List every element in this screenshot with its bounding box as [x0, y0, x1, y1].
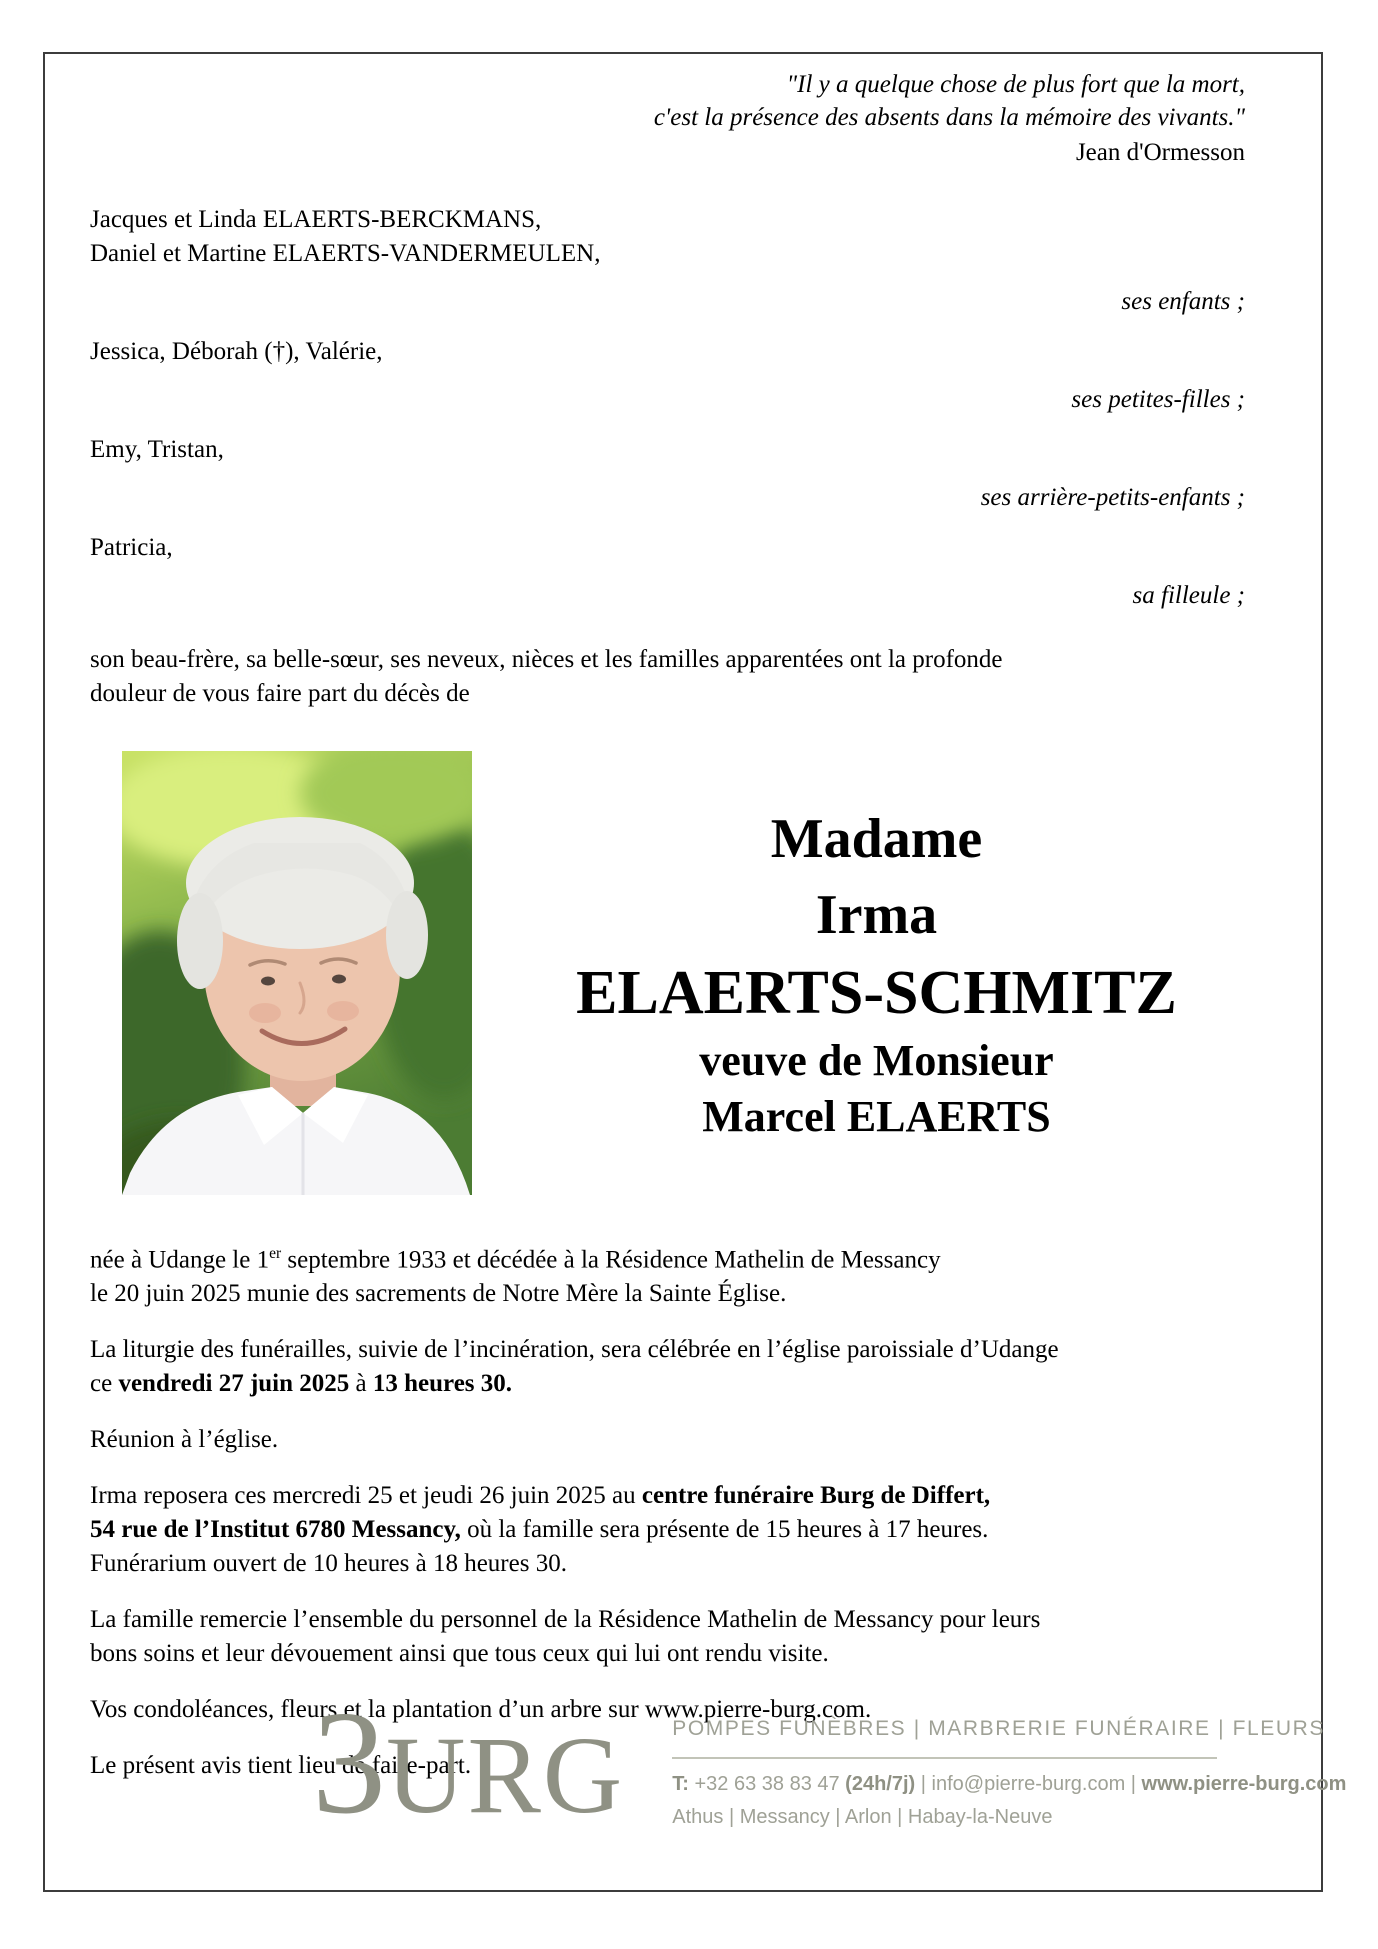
- thanks-paragraph: [90, 1603, 1281, 1671]
- deceased-first-name: Irma: [815, 884, 938, 946]
- quote-attribution: Jean d'Ormesson: [1075, 139, 1245, 166]
- burg-logo-mark: 3: [312, 1681, 386, 1845]
- funeral-home-name: centre funéraire Burg de Differt,: [641, 1482, 991, 1510]
- liturgy-paragraph: [90, 1333, 1281, 1401]
- widow-of-line-2: Marcel ELAERTS: [702, 1092, 1051, 1141]
- condolences-paragraph: Vos condoléances, fleurs et la plantation d’un arbre sur www.pierre-burg.com.: [90, 1696, 872, 1724]
- repose-line-2: 54 rue de l’Institut 6780 Messancy, où la famille sera présente de 15 heures à 17 heures.: [90, 1516, 989, 1544]
- footer-divider: [672, 1757, 1217, 1759]
- granddaughters-relation-label: ses petites-filles ;: [1071, 386, 1245, 413]
- quote-line-1: "Il y a quelque chose de plus fort que la mort,: [786, 71, 1245, 98]
- children-relation-label: ses enfants ;: [1121, 288, 1245, 315]
- repose-line-3: Funérarium ouvert de 10 heures à 18 heures 30.: [90, 1550, 567, 1578]
- goddaughter-relation-label: sa filleule ;: [1132, 582, 1245, 609]
- footer-contact-line: T: +32 63 38 83 47 (24h/7j) | info@pierre-burg.com | www.pierre-burg.com: [672, 1773, 1347, 1795]
- footer-locations-line: Athus | Messancy | Arlon | Habay-la-Neuve: [672, 1806, 1053, 1828]
- thanks-line-2: bons soins et leur dévouement ainsi que tous ceux qui lui ont rendu visite.: [90, 1640, 829, 1668]
- burg-logo: [312, 1681, 625, 1845]
- great-grandchildren-relation-label: ses arrière-petits-enfants ;: [980, 484, 1245, 511]
- quote-line-2: c'est la présence des absents dans la mémoire des vivants.": [653, 104, 1245, 131]
- funeral-date: vendredi 27 juin 2025: [118, 1370, 350, 1398]
- epigraph-quote: [90, 68, 1245, 169]
- birth-death-paragraph: [90, 1237, 1281, 1311]
- goddaughter-name: Patricia,: [90, 534, 173, 561]
- footer-contact-block: [672, 1717, 1347, 1829]
- children-names-line-2: Daniel et Martine ELAERTS-VANDERMEULEN,: [90, 240, 601, 267]
- liturgy-line-1: La liturgie des funérailles, suivie de l’incinération, sera célébrée en l’église paroissiale d’Udange: [90, 1336, 1059, 1364]
- hours-badge: (24h/7j): [845, 1773, 916, 1795]
- ordinal-superscript: er: [269, 1245, 282, 1262]
- announcement-line-2: douleur de vous faire part du décès de: [90, 680, 470, 707]
- announcement-paragraph: [90, 643, 1281, 711]
- burg-logo-text: URG: [386, 1714, 625, 1836]
- birth-death-line-2: le 20 juin 2025 munie des sacrements de Notre Mère la Sainte Église.: [90, 1280, 787, 1308]
- birth-death-line-1: née à Udange le 1er septembre 1933 et décédée à la Résidence Mathelin de Messancy: [90, 1245, 941, 1274]
- footer-email: info@pierre-burg.com: [931, 1773, 1126, 1795]
- repose-line-1: Irma reposera ces mercredi 25 et jeudi 26 juin 2025 au centre funéraire Burg de Differt,: [90, 1482, 991, 1510]
- border-frame: [43, 52, 1347, 1892]
- granddaughters-names: Jessica, Déborah (†), Valérie,: [90, 338, 383, 365]
- deceased-name-block: [472, 751, 1281, 1195]
- great-grandchildren-names: Emy, Tristan,: [90, 436, 224, 463]
- liturgy-line-2: ce vendredi 27 juin 2025 à 13 heures 30.: [90, 1370, 513, 1398]
- footer-website: www.pierre-burg.com: [1141, 1773, 1347, 1795]
- funeral-home-address: 54 rue de l’Institut 6780 Messancy,: [90, 1516, 461, 1544]
- meeting-paragraph: Réunion à l’église.: [90, 1426, 279, 1454]
- deceased-photo: [122, 751, 472, 1195]
- photo-and-name-section: [90, 751, 1281, 1195]
- deceased-last-name: ELAERTS-SCHMITZ: [576, 959, 1177, 1027]
- thanks-line-1: La famille remercie l’ensemble du personnel de la Résidence Mathelin de Messancy pour leurs: [90, 1606, 1041, 1634]
- legal-notice-paragraph: Le présent avis tient lieu de faire-part.: [90, 1752, 472, 1780]
- widow-of-line-1: veuve de Monsieur: [699, 1036, 1054, 1085]
- family-list: [90, 203, 1281, 613]
- repose-paragraph: [90, 1479, 1281, 1581]
- phone-label: T:: [672, 1773, 689, 1795]
- funeral-time: 13 heures 30.: [372, 1370, 513, 1398]
- announcement-line-1: son beau-frère, sa belle-sœur, ses neveux, nièces et les familles apparentées ont la profonde: [90, 646, 1003, 673]
- footer-services-line: POMPES FUNÈBRES | MARBRERIE FUNÉRAIRE | FLEURS: [672, 1717, 1326, 1740]
- funeral-home-footer: [312, 1681, 1347, 1845]
- deceased-title: Madame: [770, 808, 983, 870]
- children-names-line-1: Jacques et Linda ELAERTS-BERCKMANS,: [90, 206, 542, 233]
